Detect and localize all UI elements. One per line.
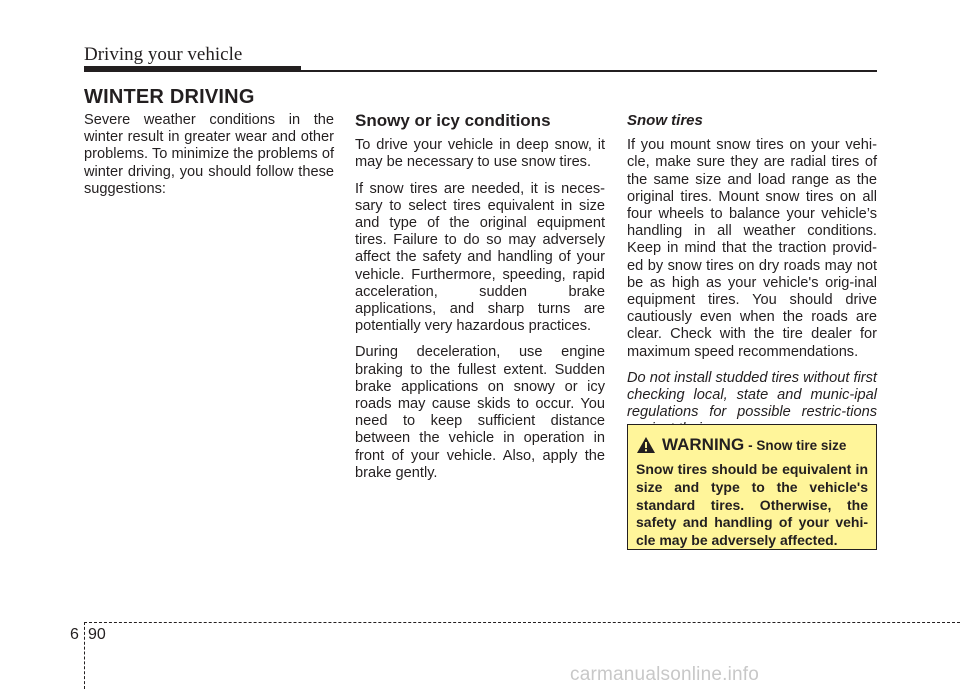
warning-label: WARNING xyxy=(662,435,745,454)
column-intro xyxy=(84,112,334,207)
body-paragraph: To drive your vehicle in deep snow, it may be necessary to use snow tires. xyxy=(355,137,605,171)
body-paragraph: If you mount snow tires on your vehi-cle, make sure they are radial tires of the same size and load range as the original tires. Mount snow tires on all four wheels to balance your vehicle’s handling in all weather conditions. Keep in mind that the traction provid-ed by snow tires on dry roads may not be as high as your vehicle's orig-inal equipment tires. You should drive cautiously even when the roads are clear. Check with the tire dealer for maximum speed recommendations. xyxy=(627,137,877,360)
chapter-number: 6 xyxy=(70,626,79,643)
warning-box xyxy=(627,424,877,550)
intro-paragraph: Severe weather conditions in the winter result in greater wear and other problems. To minimize the problems of winter driving, you should follow these suggestions: xyxy=(84,112,334,197)
body-paragraph: During deceleration, use engine braking to the fullest extent. Sudden brake applications on snowy or icy roads may cause skids to occur. You need to keep sufficient distance between the vehicle in operation in front of your vehicle. Also, apply the brake gently. xyxy=(355,344,605,481)
studded-tires-note: Do not install studded tires without first checking local, state and munic-ipal regulations for possible restric-tions xyxy=(627,369,877,421)
warning-header xyxy=(636,435,868,455)
warning-subtitle: - Snow tire size xyxy=(748,437,847,453)
page-number: 90 xyxy=(88,626,106,643)
footer-rule xyxy=(84,622,960,623)
header-rule-thick xyxy=(84,66,301,72)
snowy-icy-heading: Snowy or icy conditions xyxy=(355,111,551,130)
footer-divider xyxy=(84,622,85,689)
section-heading: WINTER DRIVING xyxy=(84,86,255,108)
header-title: Driving your vehicle xyxy=(84,44,243,65)
body-paragraph: If snow tires are needed, it is neces-sary to select tires equivalent in size and type of the original equipment tires. Failure to do so may adversely affect the safety and handling of your vehicle. Furthermore, speeding, rapid acceleration, sudden brake applications, and sharp turns are potentially very hazardous practices. xyxy=(355,180,605,335)
header-rule-thin xyxy=(301,70,877,72)
warning-text: Snow tires should be equivalent in size and type to the vehicle's standard tires. Otherwise, the safety and handling of your vehi-cle may be adversely affected. xyxy=(636,461,868,549)
column-snow-tires xyxy=(627,112,877,448)
snow-tires-heading: Snow tires xyxy=(627,112,703,129)
warning-triangle-icon xyxy=(636,436,656,454)
watermark: carmanualsonline.info xyxy=(570,664,760,685)
column-snowy-icy xyxy=(355,112,605,491)
